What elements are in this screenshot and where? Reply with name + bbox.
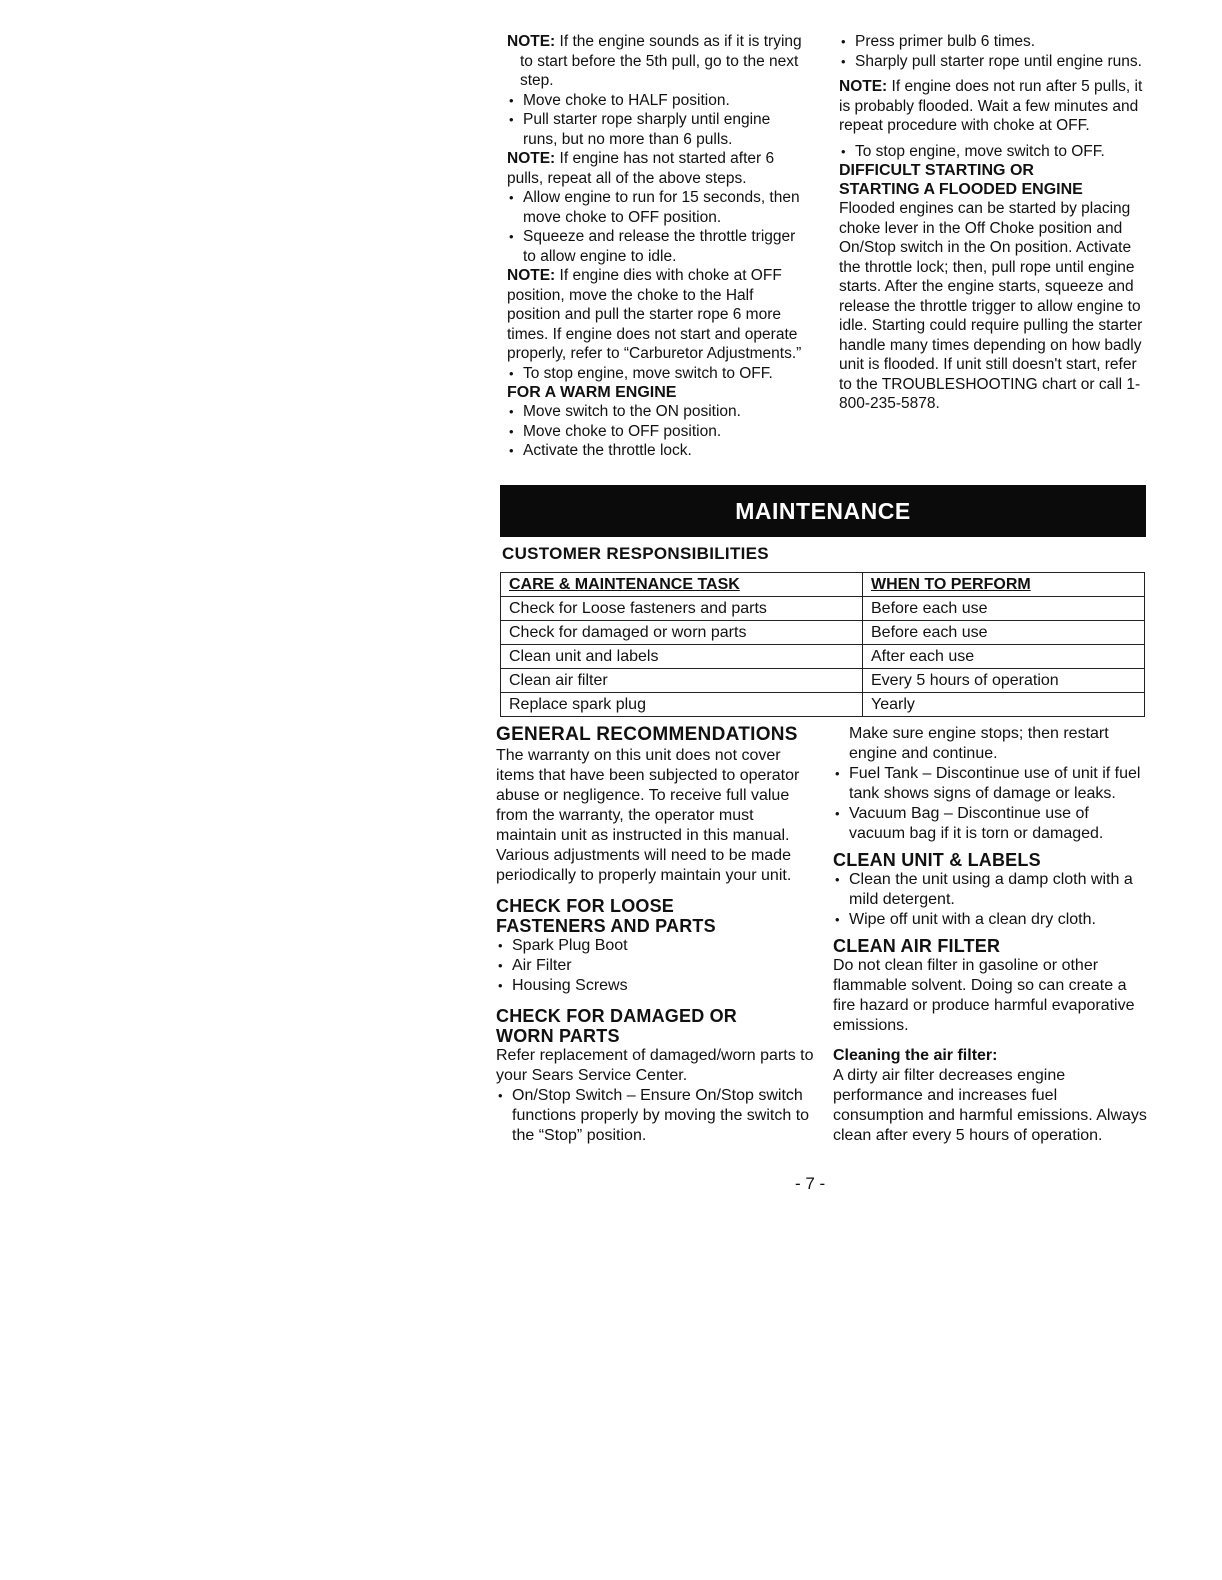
column-bottom-right <box>833 724 1147 1146</box>
body-paragraph: Refer replacement of damaged/worn parts to your Sears Service Center. <box>496 1047 814 1084</box>
table-header-row <box>501 573 1145 597</box>
note-text: If engine dies with choke at OFF position, move the choke to the Half position and pull the starter rope 6 more times. If engine does not start and operate properly, refer to “Carburetor Adjustments.” <box>507 267 802 362</box>
table-row <box>501 693 1145 717</box>
customer-responsibilities-title: CUSTOMER RESPONSIBILITIES <box>502 544 769 563</box>
section-heading: FOR A WARM ENGINE <box>507 384 677 401</box>
bullet-item: • To stop engine, move switch to OFF. <box>839 142 1147 162</box>
note-paragraph <box>839 77 1147 136</box>
section-heading: WORN PARTS <box>496 1026 620 1046</box>
bullet-item: • Move choke to OFF position. <box>507 422 807 442</box>
bullet-item: • Allow engine to run for 15 seconds, then move choke to OFF position. <box>507 188 807 227</box>
table-cell: Before each use <box>863 597 1145 621</box>
table-row <box>501 621 1145 645</box>
note-paragraph <box>507 149 807 188</box>
table-cell: Every 5 hours of operation <box>863 669 1145 693</box>
table-cell: Before each use <box>863 621 1145 645</box>
note-label: NOTE: <box>839 78 888 95</box>
table-cell: Yearly <box>863 693 1145 717</box>
bullet-item: • Spark Plug Boot <box>496 936 816 956</box>
bullet-item: • Air Filter <box>496 956 816 976</box>
section-heading: STARTING A FLOODED ENGINE <box>839 181 1083 198</box>
body-paragraph: Do not clean filter in gasoline or other flammable solvent. Doing so can create a fire hazard or produce harmful evaporative emissions. <box>833 957 1135 1034</box>
table-cell: Replace spark plug <box>501 693 863 717</box>
bullet-item: • Move choke to HALF position. <box>507 91 807 111</box>
bullet-item: • Activate the throttle lock. <box>507 441 807 461</box>
section-heading: CLEAN UNIT & LABELS <box>833 850 1041 870</box>
column-top-left <box>507 32 807 461</box>
note-label: NOTE: <box>507 150 556 167</box>
bullet-item: • Fuel Tank – Discontinue use of unit if fuel tank shows signs of damage or leaks. <box>833 764 1147 804</box>
bullet-item: • To stop engine, move switch to OFF. <box>507 364 807 384</box>
column-header: CARE & MAINTENANCE TASK <box>501 573 863 597</box>
bullet-item: • Pull starter rope sharply until engine runs, but no more than 6 pulls. <box>507 110 807 149</box>
bullet-item: • Press primer bulb 6 times. <box>839 32 1147 52</box>
table-row <box>501 597 1145 621</box>
note-label: NOTE: <box>507 33 556 50</box>
subheading: Cleaning the air filter: <box>833 1047 998 1064</box>
maintenance-banner: MAINTENANCE <box>500 485 1146 537</box>
table-cell: Check for damaged or worn parts <box>501 621 863 645</box>
bullet-item: • Wipe off unit with a clean dry cloth. <box>833 910 1147 930</box>
bullet-item: • Sharply pull starter rope until engine runs. <box>839 52 1147 72</box>
page-number: - 7 - <box>795 1174 826 1193</box>
note-text: If engine has not started after 6 pulls, repeat all of the above steps. <box>507 150 775 187</box>
section-heading: DIFFICULT STARTING OR <box>839 162 1034 179</box>
table-cell: Clean unit and labels <box>501 645 863 669</box>
note-text: If the engine sounds as if it is trying to start before the 5th pull, go to the next step. <box>520 33 802 89</box>
section-heading: CHECK FOR DAMAGED OR <box>496 1006 737 1026</box>
column-bottom-left <box>496 724 816 1146</box>
body-paragraph: Flooded engines can be started by placing choke lever in the Off Choke position and On/Stop switch in the On position. Activate the throttle lock; then, pull rope until engine starts. After the engine starts, squeeze and release the throttle trigger to allow engine to idle. Starting could require pulling the starter handle many times depending on how badly unit is flooded. If unit still doesn't start, refer to the TROUBLESHOOTING chart or call 1-800-235-5878. <box>839 200 1143 412</box>
section-heading: FASTENERS AND PARTS <box>496 916 716 936</box>
bullet-item: • Clean the unit using a damp cloth with a mild detergent. <box>833 870 1147 910</box>
section-heading: CHECK FOR LOOSE <box>496 896 675 916</box>
note-paragraph <box>507 266 807 364</box>
bullet-item: • Housing Screws <box>496 976 816 996</box>
bullet-item: • On/Stop Switch – Ensure On/Stop switch functions properly by moving the switch to the “Stop” position. <box>496 1086 816 1146</box>
table-row <box>501 669 1145 693</box>
body-paragraph: The warranty on this unit does not cover items that have been subjected to operator abuse or negligence. To receive full value from the warranty, the operator must maintain unit as instructed in this manual. Various adjustments will need to be made periodically to properly maintain your unit. <box>496 747 800 884</box>
column-top-right <box>839 32 1147 414</box>
section-heading: CLEAN AIR FILTER <box>833 936 1001 956</box>
note-text: If engine does not run after 5 pulls, it is probably flooded. Wait a few minutes and repeat procedure with choke at OFF. <box>839 78 1143 134</box>
table-cell: Check for Loose fasteners and parts <box>501 597 863 621</box>
bullet-item: • Squeeze and release the throttle trigger to allow engine to idle. <box>507 227 807 266</box>
table-cell: Clean air filter <box>501 669 863 693</box>
bullet-item: • Vacuum Bag – Discontinue use of vacuum bag if it is torn or damaged. <box>833 804 1147 844</box>
table-cell: After each use <box>863 645 1145 669</box>
body-paragraph: Make sure engine stops; then restart engine and continue. <box>849 725 1109 762</box>
maintenance-table <box>500 572 1145 717</box>
table-row <box>501 645 1145 669</box>
column-header: WHEN TO PERFORM <box>863 573 1145 597</box>
section-heading: GENERAL RECOMMENDATIONS <box>496 724 798 745</box>
note-label: NOTE: <box>507 267 556 284</box>
body-paragraph: A dirty air filter decreases engine performance and increases fuel consumption and harmful emissions. Always clean after every 5 hours of operation. <box>833 1067 1147 1144</box>
bullet-item: • Move switch to the ON position. <box>507 402 807 422</box>
note-paragraph <box>507 32 807 91</box>
